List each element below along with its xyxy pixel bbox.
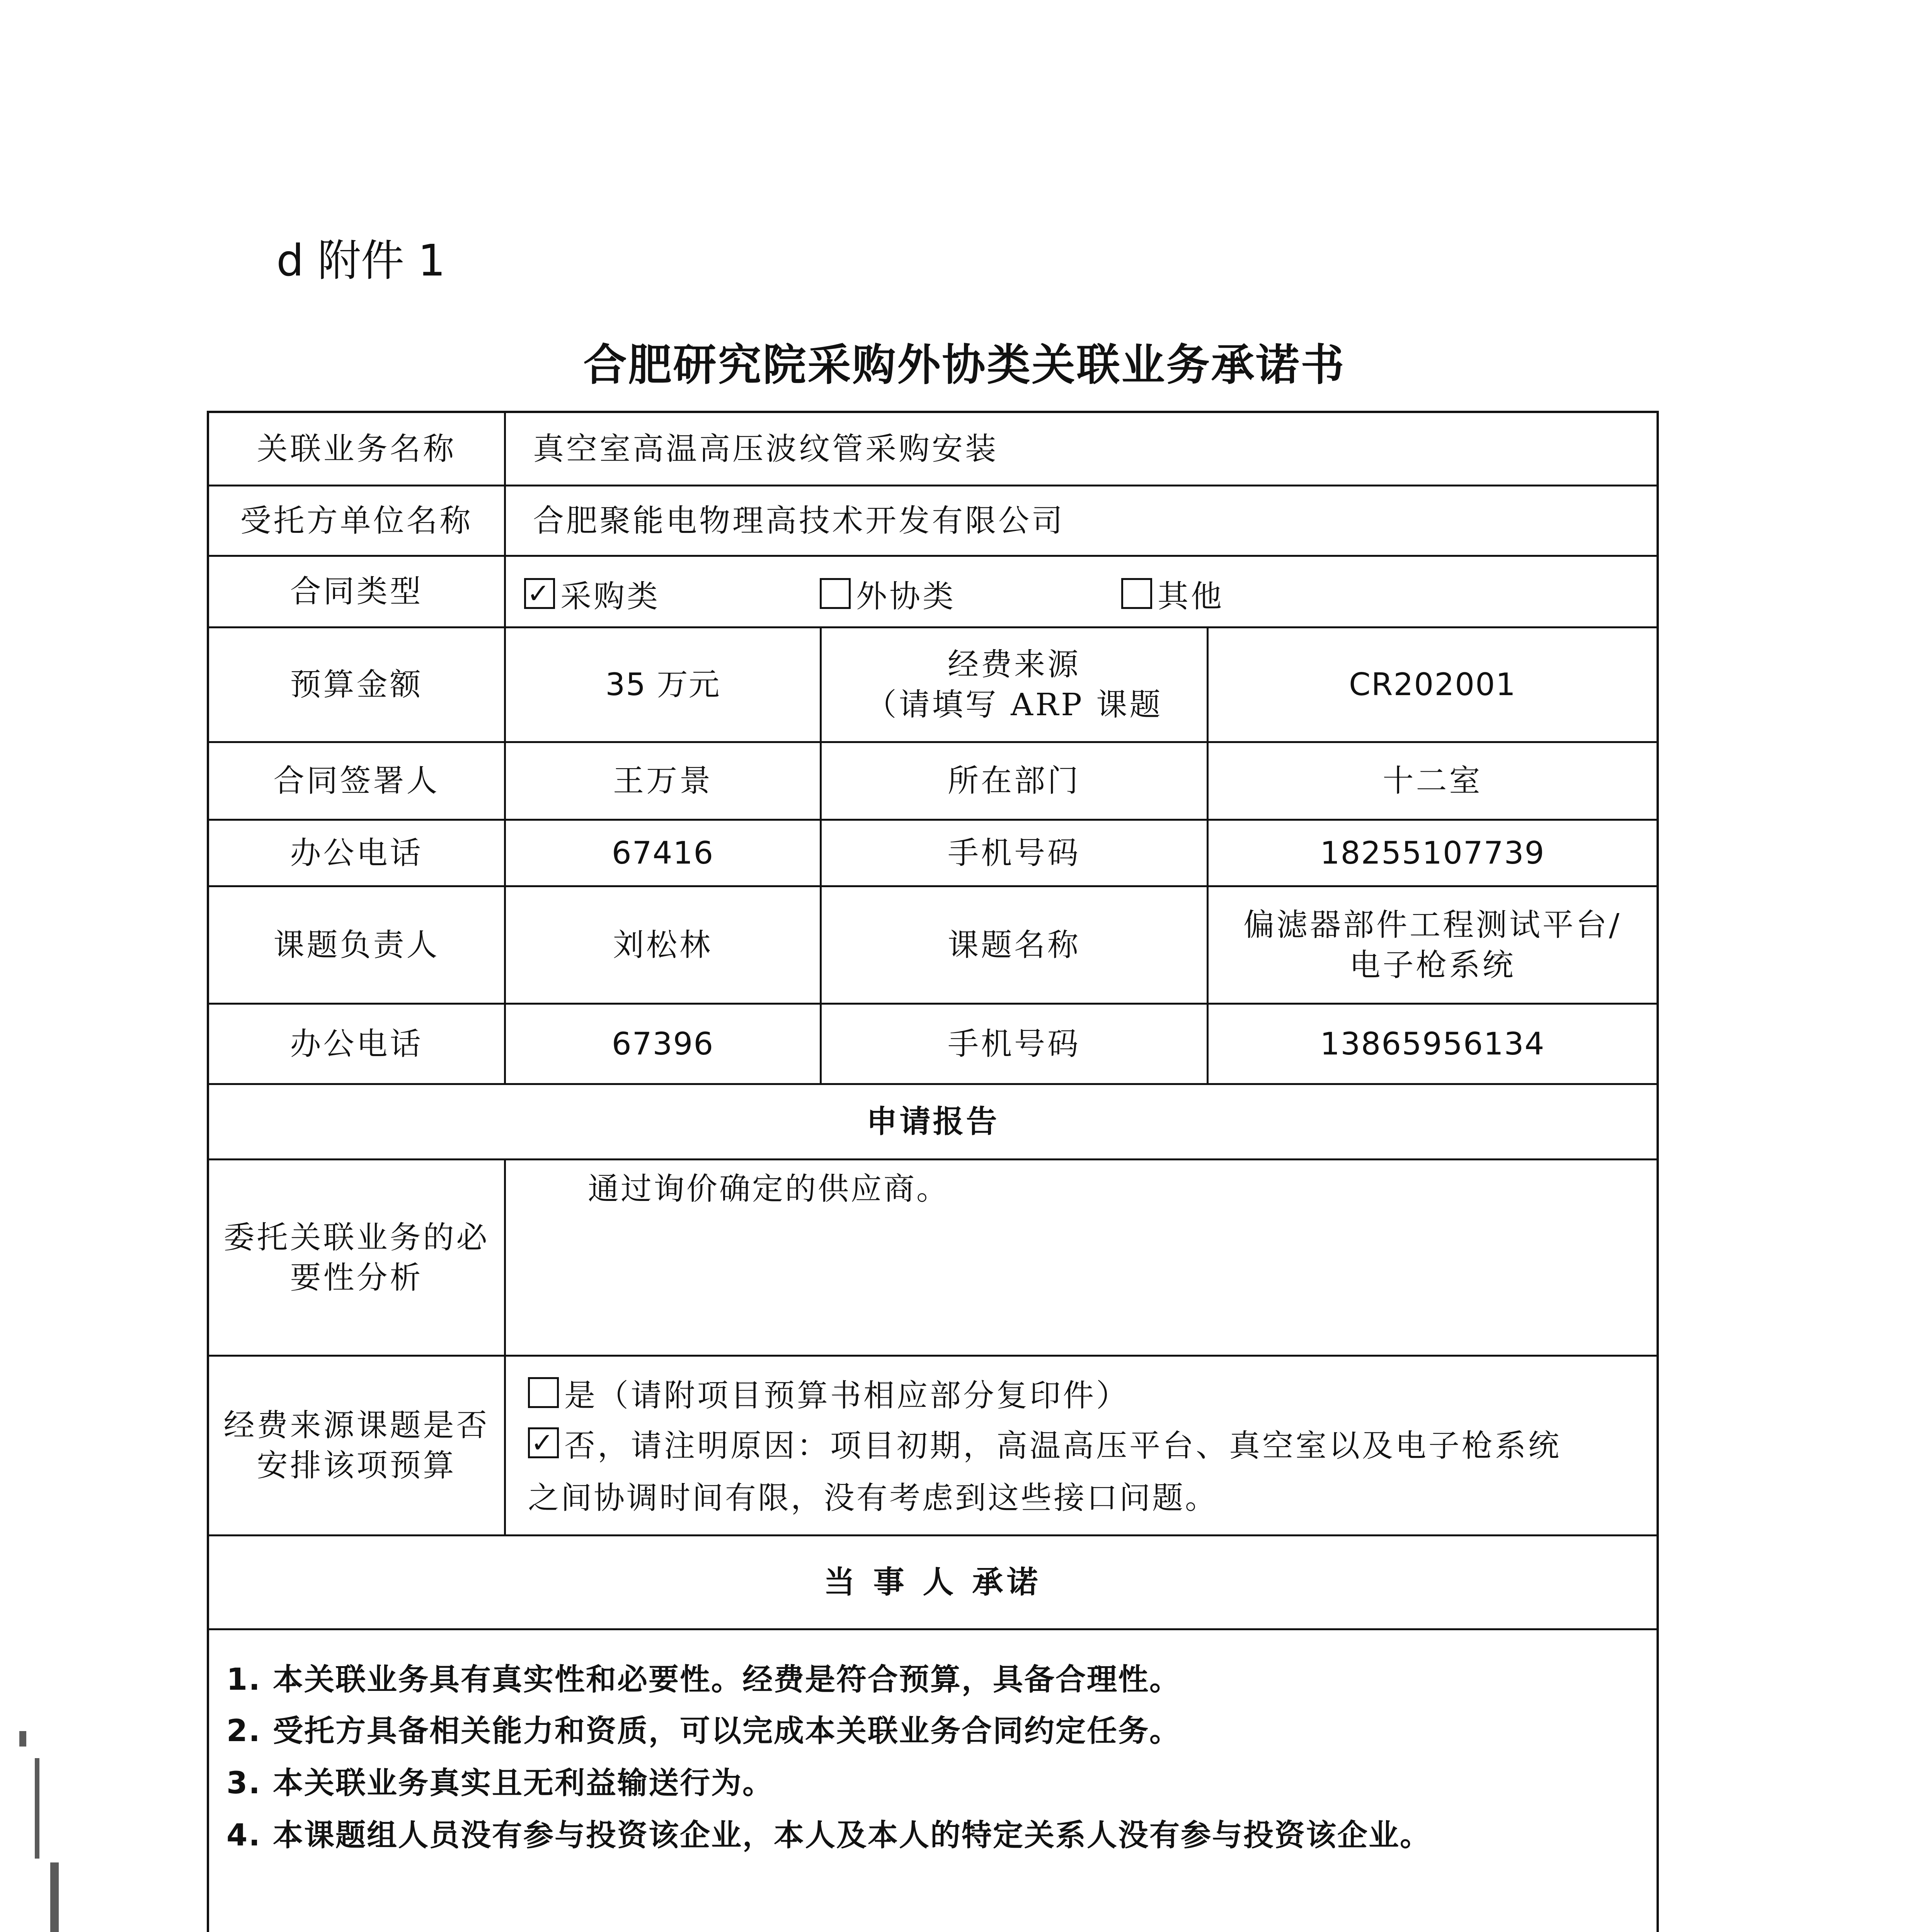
mobile-label-2: 手机号码 [948,1026,1081,1062]
contract-type-purchase[interactable] [524,572,660,615]
commitment-form [207,411,1659,1932]
project-name-value [1209,887,1657,1003]
fund-source-value: CR202001 [1349,667,1516,702]
leader-value: 刘松林 [613,927,713,963]
dept-value: 十二室 [1382,763,1483,799]
outsource-checkbox[interactable] [820,578,851,609]
office-phone-label-2: 办公电话 [290,1026,423,1062]
budgeted-no[interactable] [528,1422,1561,1464]
budgeted-no-line2: 之间协调时间有限，没有考虑到这些接口问题。 [528,1480,1218,1516]
pledge-item-3: 3. 本关联业务真实且无利益输送行为。 [226,1766,774,1801]
purchase-checkbox[interactable]: ✓ [524,578,555,609]
mobile-label: 手机号码 [948,835,1081,871]
office-phone-label: 办公电话 [290,835,423,871]
fund-source-label [822,628,1207,741]
necessity-label-line2: 要性分析 [290,1259,423,1296]
leader-label: 课题负责人 [273,927,440,963]
pledge-item-4: 4. 本课题组人员没有参与投资该企业，本人及本人的特定关系人没有参与投资该企业。 [226,1818,1432,1853]
necessity-text: 通过询价确定的供应商。 [588,1171,949,1207]
pledge-header: 当 事 人 承诺 [824,1564,1042,1600]
pledge-item-1: 1. 本关联业务具有真实性和必要性。经费是符合预算，具备合理性。 [226,1662,1181,1697]
business-name-label: 关联业务名称 [257,430,456,467]
budgeted-no-checkbox[interactable]: ✓ [528,1427,559,1458]
mobile-value: 18255107739 [1320,835,1545,871]
budgeted-yes[interactable] [528,1371,1129,1414]
signer-label: 合同签署人 [273,763,440,799]
report-header: 申请报告 [866,1104,999,1139]
office-phone-value: 67416 [611,835,714,871]
budgeted-label [209,1357,504,1534]
contract-type-outsource[interactable] [820,572,956,615]
fund-source-title: 经费来源 [948,646,1081,682]
signer-value: 王万景 [613,763,713,799]
budgeted-label-line2: 安排该项预算 [257,1447,456,1483]
budgeted-label-line1: 经费来源课题是否 [223,1407,490,1443]
budgeted-yes-checkbox[interactable] [528,1377,559,1408]
mobile-value-2: 13865956134 [1320,1026,1545,1062]
necessity-label-line1: 委托关联业务的必 [223,1219,490,1255]
outsource-label: 外协类 [856,578,956,614]
project-name-line1: 偏滤器部件工程测试平台/ [1243,906,1622,943]
trustee-label: 受托方单位名称 [240,502,473,539]
contract-type-label: 合同类型 [290,573,423,609]
trustee-value: 合肥聚能电物理高技术开发有限公司 [533,502,1065,539]
other-label: 其他 [1158,578,1224,614]
purchase-label: 采购类 [560,578,660,614]
project-name-line2: 电子枪系统 [1349,947,1516,983]
attachment-label: d 附件 1 [276,236,446,286]
dept-label: 所在部门 [948,763,1081,799]
pledge-item-2: 2. 受托方具备相关能力和资质，可以完成本关联业务合同约定任务。 [226,1714,1181,1748]
budget-value: 35 万元 [605,667,720,702]
budgeted-no-line1: 否，请注明原因：项目初期，高温高压平台、真空室以及电子枪系统 [564,1427,1561,1464]
page-title: 合肥研究院采购外协类关联业务承诺书 [583,340,1346,390]
contract-type-other[interactable] [1121,572,1224,615]
necessity-label [209,1160,504,1355]
scan-artifact [12,1700,89,1932]
business-name-value: 真空室高温高压波纹管采购安装 [533,430,998,467]
fund-source-hint: （请填写 ARP 课题 [865,687,1163,723]
budgeted-yes-label: 是（请附项目预算书相应部分复印件） [564,1377,1129,1413]
office-phone-value-2: 67396 [611,1026,714,1062]
budget-label: 预算金额 [290,667,423,702]
other-checkbox[interactable] [1121,578,1152,609]
project-name-label: 课题名称 [948,927,1081,963]
